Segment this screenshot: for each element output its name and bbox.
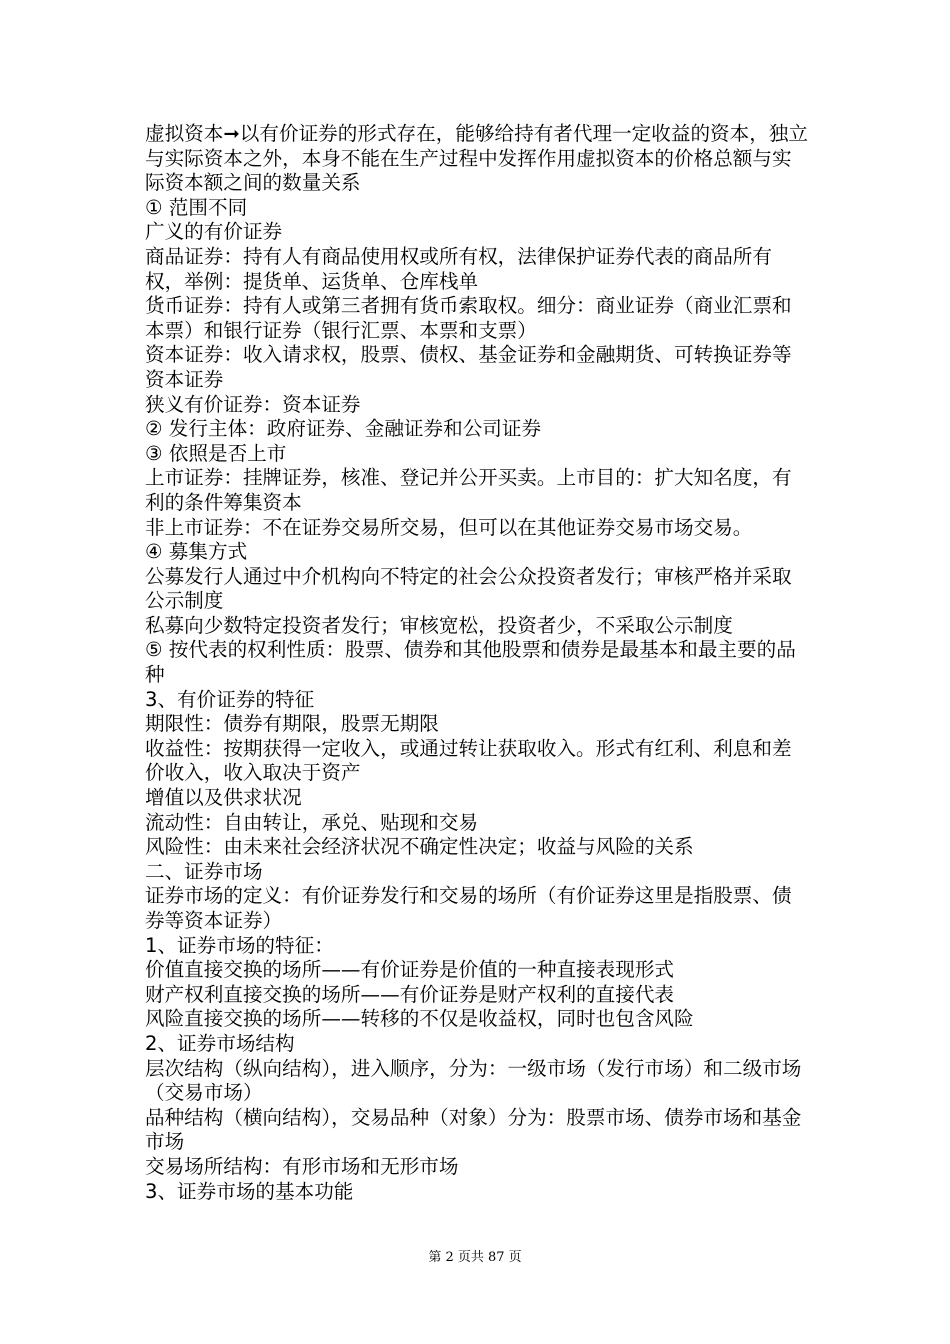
- page-number-footer: 第 2 页共 87 页: [428, 1250, 522, 1265]
- paragraph: 证券市场的定义：有价证券发行和交易的场所（有价证券这里是指股票、债券等资本证券）: [145, 884, 792, 932]
- document-body: [145, 122, 810, 1204]
- paragraph: 层次结构（纵向结构），进入顺序，分为：一级市场（发行市场）和二级市场（交易市场）: [145, 1056, 802, 1105]
- paragraph: 商品证券：持有人有商品使用权或所有权，法律保护证券代表的商品所有权，举例：提货单、运货单、仓库栈单: [145, 244, 772, 293]
- section-heading: 1、证券市场的特征：: [145, 933, 334, 957]
- paragraph: 虚拟资本➞以有价证券的形式存在，能够给持有者代理一定收益的资本，独立与实际资本之外，本身不能在生产过程中发挥作用虚拟资本的价格总额与实际资本额之间的数量关系: [145, 122, 809, 195]
- paragraph: 期限性：债券有期限，股票无期限: [145, 712, 439, 736]
- paragraph: 货币证券：持有人或第三者拥有货币索取权。细分：商业证券（商业汇票和本票）和银行证券（银行汇票、本票和支票）: [145, 294, 792, 342]
- paragraph: 财产权利直接交换的场所——有价证券是财产权利的直接代表: [145, 982, 675, 1006]
- paragraph: 价值直接交换的场所——有价证券是价值的一种直接表现形式: [145, 958, 675, 982]
- section-heading: ① 范围不同: [145, 195, 248, 219]
- paragraph: 风险性：由未来社会经济状况不确定性决定；收益与风险的关系: [145, 835, 694, 859]
- paragraph: 公募发行人通过中介机构向不特定的社会公众投资者发行；审核严格并采取公示制度: [145, 564, 792, 613]
- paragraph: 私募向少数特定投资者发行；审核宽松，投资者少，不采取公示制度: [145, 613, 733, 637]
- section-heading: 二、证券市场: [145, 859, 263, 883]
- paragraph: 风险直接交换的场所——转移的不仅是收益权，同时也包含风险: [145, 1007, 694, 1031]
- paragraph: 增值以及供求状况: [145, 786, 302, 810]
- paragraph: 狭义有价证券：资本证券: [145, 392, 361, 416]
- paragraph: 交易场所结构：有形市场和无形市场: [145, 1154, 459, 1178]
- paragraph: 品种结构（横向结构），交易品种（对象）分为：股票市场、债券市场和基金市场: [145, 1105, 802, 1154]
- section-heading: ③ 依照是否上市: [145, 441, 287, 465]
- section-heading: ⑤ 按代表的权利性质：股票、债券和其他股票和债券是最基本和最主要的品种: [145, 638, 796, 687]
- paragraph: 资本证券：收入请求权，股票、债权、基金证券和金融期货、可转换证券等资本证券: [145, 343, 792, 391]
- section-heading: ④ 募集方式: [145, 540, 248, 564]
- section-heading: ② 发行主体：政府证券、金融证券和公司证券: [145, 417, 542, 441]
- paragraph: 流动性：自由转让，承兑、贴现和交易: [145, 810, 479, 834]
- section-heading: 3、有价证券的特征: [145, 687, 315, 711]
- section-heading: 2、证券市场结构: [145, 1031, 295, 1055]
- paragraph: 收益性：按期获得一定收入，或通过转让获取收入。形式有红利、利息和差价收入，收入取决于资产: [145, 736, 792, 785]
- section-heading: 3、证券市场的基本功能: [145, 1179, 354, 1203]
- paragraph: 上市证券：挂牌证券，核准、登记并公开买卖。上市目的：扩大知名度，有利的条件筹集资本: [145, 466, 792, 514]
- paragraph: 广义的有价证券: [145, 220, 283, 244]
- paragraph: 非上市证券：不在证券交易所交易，但可以在其他证券交易市场交易。: [145, 515, 753, 539]
